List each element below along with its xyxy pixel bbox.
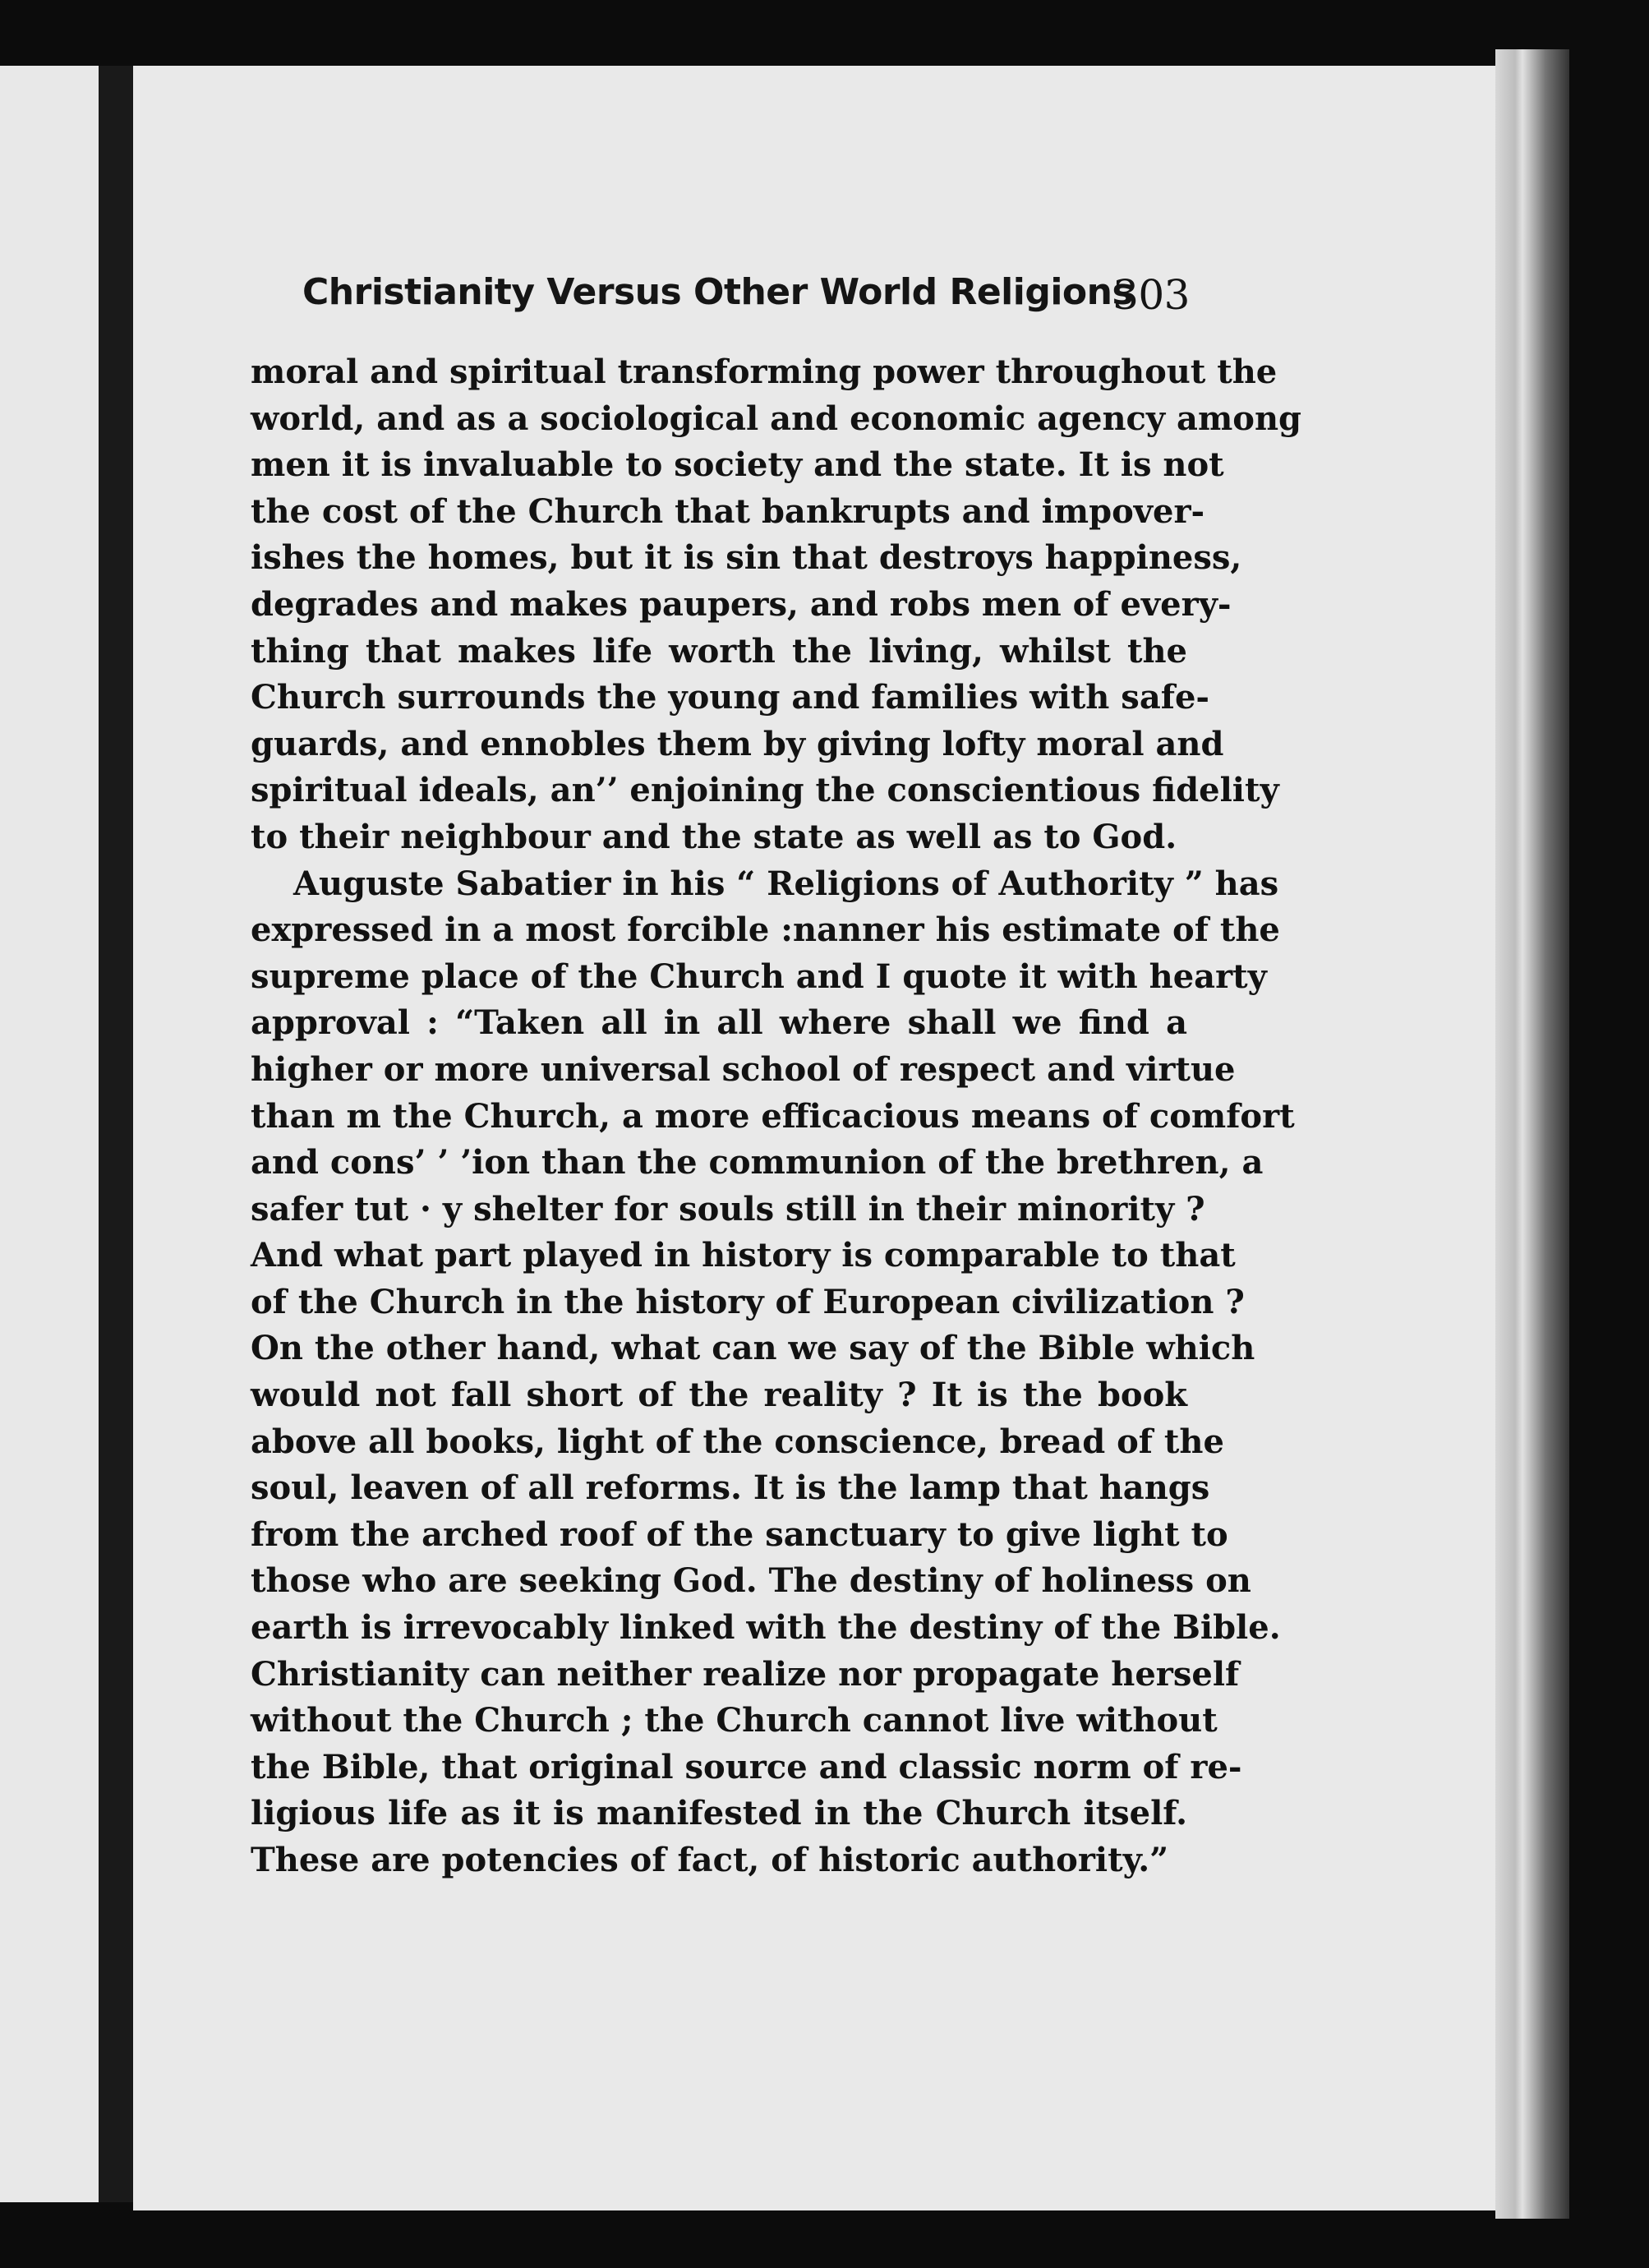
text-line: from the arched roof of the sanctuary to give light to [251, 1514, 1228, 1554]
text-line: would not fall short of the reality ? It is the book [251, 1376, 1187, 1415]
text-line: to their neighbour and the state as well as to God. [251, 817, 1177, 856]
text-line: the Bible, that original source and classic norm of re- [251, 1747, 1242, 1786]
text-line: the cost of the Church that bankrupts and impover- [251, 491, 1205, 531]
text-line: those who are seeking God. The destiny of holiness on [251, 1561, 1251, 1601]
text-line: expressed in a most forcible :nanner his estimate of the [251, 910, 1280, 950]
text-line: without the Church ; the Church cannot live without [251, 1701, 1218, 1740]
text-line: These are potencies of fact, of historic authority.” [251, 1841, 1169, 1879]
text-line: and cons’ ’ ’ion than the communion of the brethren, a [251, 1143, 1264, 1182]
text-line: degrades and makes paupers, and robs men of every- [251, 584, 1232, 624]
text-line: On the other hand, what can we say of the Bible which [251, 1329, 1255, 1368]
text-line: thing that makes life worth the living, whilst the [251, 631, 1187, 671]
text-line: ligious life as it is manifested in the Church itself. [251, 1794, 1187, 1833]
running-head: Christianity Versus Other World Religions [302, 271, 1134, 313]
text-line: guards, and ennobles them by giving lofty moral and [251, 724, 1224, 763]
text-line: spiritual ideals, an’’ enjoining the conscientious fidelity [251, 771, 1279, 810]
facing-page-edge [0, 66, 99, 2202]
text-line: safer tut · y shelter for souls still in their minority ? [251, 1189, 1205, 1228]
binding-gutter [99, 66, 133, 2202]
text-line: soul, leaven of all reforms. It is the lamp that hangs [251, 1468, 1210, 1508]
text-line: of the Church in the history of European civilization ? [251, 1282, 1245, 1321]
text-line: Christianity can neither realize nor propagate herself [251, 1654, 1240, 1694]
text-line: earth is irrevocably linked with the destiny of the Bible. [251, 1608, 1281, 1648]
text-line: above all books, light of the conscience, bread of the [251, 1422, 1224, 1461]
text-line: world, and as a sociological and economic agency among [251, 399, 1302, 438]
page-header [302, 265, 1190, 327]
page-number: 303 [1112, 271, 1190, 319]
text-line: moral and spiritual transforming power throughout the [251, 353, 1278, 391]
text-line: Auguste Sabatier in his “ Religions of Authority ” has [293, 864, 1279, 903]
paragraph [251, 861, 1295, 1884]
text-line: higher or more universal school of respect and virtue [251, 1049, 1236, 1089]
text-line: than m the Church, a more efficacious means of comfort [251, 1096, 1295, 1136]
body-text [251, 349, 1302, 1884]
text-line: And what part played in history is comparable to that [251, 1236, 1236, 1275]
book-block-shadow [1545, 49, 1569, 2219]
text-line: approval : “Taken all in all where shall we find a [251, 1003, 1187, 1043]
text-line: men it is invaluable to society and the state. It is not [251, 445, 1224, 485]
text-line: ishes the homes, but it is sin that destroys happiness, [251, 538, 1242, 578]
text-line: Church surrounds the young and families with safe- [251, 678, 1209, 717]
text-line: supreme place of the Church and I quote it with hearty [251, 957, 1267, 996]
page-edges [1495, 49, 1545, 2219]
paragraph [251, 349, 1302, 861]
